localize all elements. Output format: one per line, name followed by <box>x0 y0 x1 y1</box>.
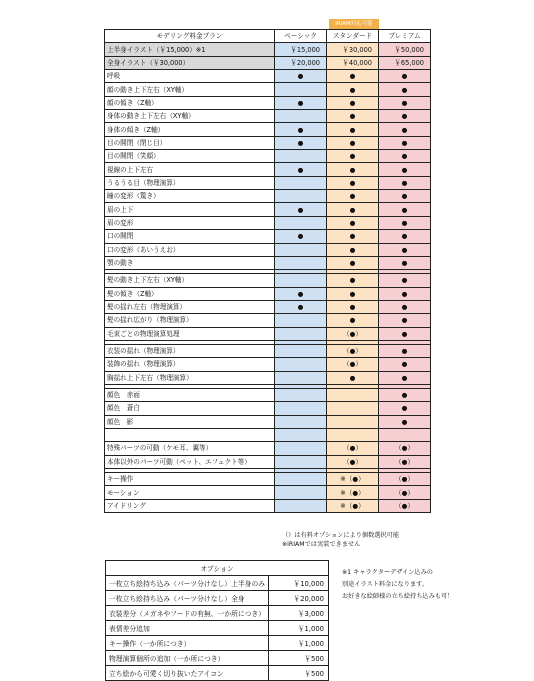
feature-label: 顔色 影 <box>105 415 275 428</box>
feature-row <box>105 96 431 109</box>
feature-standard: ● <box>327 110 379 123</box>
feature-row <box>105 499 431 512</box>
feature-standard: （●） <box>327 344 379 357</box>
feature-basic: ● <box>275 136 327 149</box>
option-label: 表情差分追加 <box>106 621 269 636</box>
feature-row <box>105 371 431 384</box>
feature-label: 視線の上下左右 <box>105 163 275 176</box>
feature-premium: ● <box>379 136 431 149</box>
feature-row <box>105 415 431 428</box>
feature-label: 髪の傾き（Z軸） <box>105 287 275 300</box>
feature-standard <box>327 402 379 415</box>
feature-row <box>105 110 431 123</box>
feature-basic: ● <box>275 287 327 300</box>
feature-basic <box>275 455 327 468</box>
feature-basic <box>275 83 327 96</box>
feature-label: 目の開閉（閉じ目） <box>105 136 275 149</box>
feature-premium: ● <box>379 70 431 83</box>
price-row <box>105 56 431 69</box>
feature-standard: ● <box>327 96 379 109</box>
feature-standard: ● <box>327 190 379 203</box>
feature-label: モーション <box>105 486 275 499</box>
feature-standard: ● <box>327 123 379 136</box>
feature-premium: ● <box>379 344 431 357</box>
feature-premium: ● <box>379 388 431 401</box>
feature-premium: ● <box>379 203 431 216</box>
options-body <box>106 576 329 681</box>
feature-label: 口の開閉 <box>105 230 275 243</box>
feature-row <box>105 243 431 256</box>
feature-premium: ● <box>379 415 431 428</box>
option-row <box>106 636 329 651</box>
feature-standard <box>327 428 379 441</box>
option-row <box>106 606 329 621</box>
feature-standard: ● <box>327 300 379 313</box>
option-label: 一枚立ち絵持ち込み（パーツ分けなし）上半身のみ <box>106 576 269 591</box>
feature-basic <box>275 327 327 340</box>
feature-standard: （●） <box>327 358 379 371</box>
option-label: 一枚立ち絵持ち込み（パーツ分けなし）全身 <box>106 591 269 606</box>
option-price: ￥500 <box>269 651 329 666</box>
feature-row <box>105 70 431 83</box>
feature-premium: ● <box>379 371 431 384</box>
feature-premium: ● <box>379 96 431 109</box>
feature-basic <box>275 274 327 287</box>
feature-standard: ● <box>327 176 379 189</box>
feature-label: 特殊パーツの可動（ケモ耳、翼等） <box>105 442 275 455</box>
feature-basic: ● <box>275 96 327 109</box>
feature-premium: （●） <box>379 442 431 455</box>
feature-premium <box>379 428 431 441</box>
feature-premium: （●） <box>379 499 431 512</box>
feature-standard: ● <box>327 274 379 287</box>
option-price: ￥1,000 <box>269 636 329 651</box>
feature-basic: ● <box>275 163 327 176</box>
feature-label: 顔色 赤面 <box>105 388 275 401</box>
feature-basic <box>275 358 327 371</box>
feature-row <box>105 486 431 499</box>
feature-premium: ● <box>379 358 431 371</box>
feature-premium: ● <box>379 314 431 327</box>
feature-label: うるうる目（物理演算） <box>105 176 275 189</box>
feature-label: 口の変形（あいうえお） <box>105 243 275 256</box>
feature-basic <box>275 371 327 384</box>
feature-standard: ● <box>327 287 379 300</box>
feature-basic <box>275 110 327 123</box>
feature-row <box>105 190 431 203</box>
feature-label: 眉の上下 <box>105 203 275 216</box>
plan-body <box>105 43 431 513</box>
side-note-2: 別途イラスト料金になります。 <box>342 581 428 588</box>
option-row <box>106 591 329 606</box>
feature-label: キー操作 <box>105 473 275 486</box>
feature-basic <box>275 256 327 269</box>
feature-row <box>105 203 431 216</box>
feature-basic <box>275 190 327 203</box>
feature-standard: ● <box>327 230 379 243</box>
options-title: オプション <box>106 561 329 576</box>
feature-row <box>105 230 431 243</box>
feature-label: 眉の変形 <box>105 216 275 229</box>
feature-premium: ● <box>379 176 431 189</box>
feature-basic <box>275 150 327 163</box>
feature-row <box>105 344 431 357</box>
feature-premium: ● <box>379 190 431 203</box>
note-optional: （）は有料オプションにより個数選択可能 <box>282 532 400 539</box>
option-price: ￥10,000 <box>269 576 329 591</box>
feature-label: 装飾の揺れ（物理演算） <box>105 358 275 371</box>
feature-basic: ● <box>275 230 327 243</box>
feature-premium: ● <box>379 230 431 243</box>
feature-label: 顔の傾き（Z軸） <box>105 96 275 109</box>
feature-premium: ● <box>379 402 431 415</box>
iriam-badge: iRIAM対応可能 <box>329 19 379 29</box>
feature-row <box>105 136 431 149</box>
feature-label: 身体の傾き（Z軸） <box>105 123 275 136</box>
feature-premium: ● <box>379 110 431 123</box>
feature-standard <box>327 388 379 401</box>
feature-basic <box>275 402 327 415</box>
feature-label: アイドリング <box>105 499 275 512</box>
option-row <box>106 621 329 636</box>
option-label: 物理演算個所の追加（一か所につき） <box>106 651 269 666</box>
feature-row <box>105 402 431 415</box>
feature-basic <box>275 216 327 229</box>
feature-premium: ● <box>379 256 431 269</box>
feature-row <box>105 300 431 313</box>
option-label: 衣装差分（メガネやフードの有無、一か所につき） <box>106 606 269 621</box>
feature-label: 顔の動き上下左右（XY軸） <box>105 83 275 96</box>
feature-label: 髪の揺れ左右（物理演算） <box>105 300 275 313</box>
feature-premium: ● <box>379 274 431 287</box>
option-row <box>106 666 329 681</box>
feature-basic <box>275 486 327 499</box>
plan-header-row <box>105 30 431 43</box>
feature-basic <box>275 243 327 256</box>
feature-row <box>105 455 431 468</box>
options-table <box>105 560 329 681</box>
price-standard: ￥30,000 <box>327 43 379 56</box>
side-note-3: お好きな絵師様の立ち絵持ち込みも可！ <box>342 593 454 600</box>
note-iriam: ※iRIAMでは実装できません <box>282 541 361 548</box>
feature-row <box>105 123 431 136</box>
feature-standard: ● <box>327 150 379 163</box>
option-price: ￥1,000 <box>269 621 329 636</box>
feature-row <box>105 216 431 229</box>
feature-row <box>105 150 431 163</box>
feature-standard: ● <box>327 163 379 176</box>
feature-basic <box>275 442 327 455</box>
feature-label: 瞳の変形（驚き） <box>105 190 275 203</box>
feature-row <box>105 256 431 269</box>
feature-premium: ● <box>379 123 431 136</box>
price-basic: ￥20,000 <box>275 56 327 69</box>
feature-premium: ● <box>379 150 431 163</box>
header-standard: スタンダード <box>327 30 379 43</box>
feature-label: 目の開閉（笑顔） <box>105 150 275 163</box>
price-label: 全身イラスト（￥30,000） <box>105 56 275 69</box>
feature-label: 顔色 蒼白 <box>105 402 275 415</box>
feature-standard: ※（●） <box>327 486 379 499</box>
feature-basic <box>275 388 327 401</box>
feature-row <box>105 428 431 441</box>
feature-standard: ● <box>327 83 379 96</box>
side-note-1: ※1 キャラクターデザイン込みの <box>342 569 433 576</box>
plan-title: モデリング料金プラン <box>105 30 275 43</box>
feature-row <box>105 314 431 327</box>
feature-basic: ● <box>275 300 327 313</box>
feature-row <box>105 442 431 455</box>
feature-row <box>105 163 431 176</box>
option-label: 立ち絵から可愛く切り抜いたアイコン <box>106 666 269 681</box>
price-basic: ￥15,000 <box>275 43 327 56</box>
feature-standard: ※（●） <box>327 499 379 512</box>
feature-basic <box>275 314 327 327</box>
feature-label <box>105 428 275 441</box>
feature-basic <box>275 344 327 357</box>
price-row <box>105 43 431 56</box>
feature-premium: ● <box>379 83 431 96</box>
feature-standard: （●） <box>327 327 379 340</box>
feature-premium: ● <box>379 327 431 340</box>
feature-standard: ● <box>327 136 379 149</box>
feature-label: 身体の動き上下左右（XY軸） <box>105 110 275 123</box>
feature-row <box>105 388 431 401</box>
price-standard: ￥40,000 <box>327 56 379 69</box>
price-premium: ￥50,000 <box>379 43 431 56</box>
feature-label: 呼吸 <box>105 70 275 83</box>
feature-premium: ● <box>379 287 431 300</box>
feature-standard: ● <box>327 314 379 327</box>
feature-standard: （●） <box>327 455 379 468</box>
option-price: ￥3,000 <box>269 606 329 621</box>
feature-premium: （●） <box>379 455 431 468</box>
feature-standard: ● <box>327 243 379 256</box>
feature-standard: ● <box>327 203 379 216</box>
feature-basic: ● <box>275 70 327 83</box>
option-row <box>106 576 329 591</box>
feature-premium: ● <box>379 300 431 313</box>
feature-premium: ● <box>379 216 431 229</box>
feature-premium: ● <box>379 163 431 176</box>
feature-label: 本体以外のパーツ可動（ペット、エフェクト等） <box>105 455 275 468</box>
feature-basic <box>275 499 327 512</box>
feature-standard: ● <box>327 216 379 229</box>
header-basic: ベーシック <box>275 30 327 43</box>
option-price: ￥500 <box>269 666 329 681</box>
feature-row <box>105 358 431 371</box>
feature-row <box>105 83 431 96</box>
feature-label: 衣装の揺れ（物理演算） <box>105 344 275 357</box>
option-label: キー操作（一か所につき） <box>106 636 269 651</box>
plan-table <box>104 29 431 513</box>
feature-standard <box>327 415 379 428</box>
feature-row <box>105 473 431 486</box>
feature-premium: （●） <box>379 473 431 486</box>
feature-label: 髪の揺れ広がり（物理演算） <box>105 314 275 327</box>
feature-standard: ● <box>327 70 379 83</box>
feature-label: 毛束ごとの物理演算処理 <box>105 327 275 340</box>
feature-row <box>105 176 431 189</box>
feature-standard: （●） <box>327 442 379 455</box>
feature-premium: ● <box>379 243 431 256</box>
feature-label: 髪の動き上下左右（XY軸） <box>105 274 275 287</box>
feature-basic <box>275 473 327 486</box>
feature-row <box>105 327 431 340</box>
feature-standard: ● <box>327 371 379 384</box>
option-row <box>106 651 329 666</box>
feature-premium: （●） <box>379 486 431 499</box>
feature-label: 胸揺れ上下左右（物理演算） <box>105 371 275 384</box>
feature-basic <box>275 428 327 441</box>
feature-standard: ● <box>327 256 379 269</box>
feature-row <box>105 287 431 300</box>
feature-basic: ● <box>275 203 327 216</box>
option-price: ￥20,000 <box>269 591 329 606</box>
feature-standard: ※（●） <box>327 473 379 486</box>
feature-row <box>105 274 431 287</box>
header-premium: プレミアム <box>379 30 431 43</box>
feature-label: 顎の動き <box>105 256 275 269</box>
price-premium: ￥65,000 <box>379 56 431 69</box>
feature-basic: ● <box>275 123 327 136</box>
price-label: 上半身イラスト（￥15,000）※1 <box>105 43 275 56</box>
feature-basic <box>275 415 327 428</box>
feature-basic <box>275 176 327 189</box>
